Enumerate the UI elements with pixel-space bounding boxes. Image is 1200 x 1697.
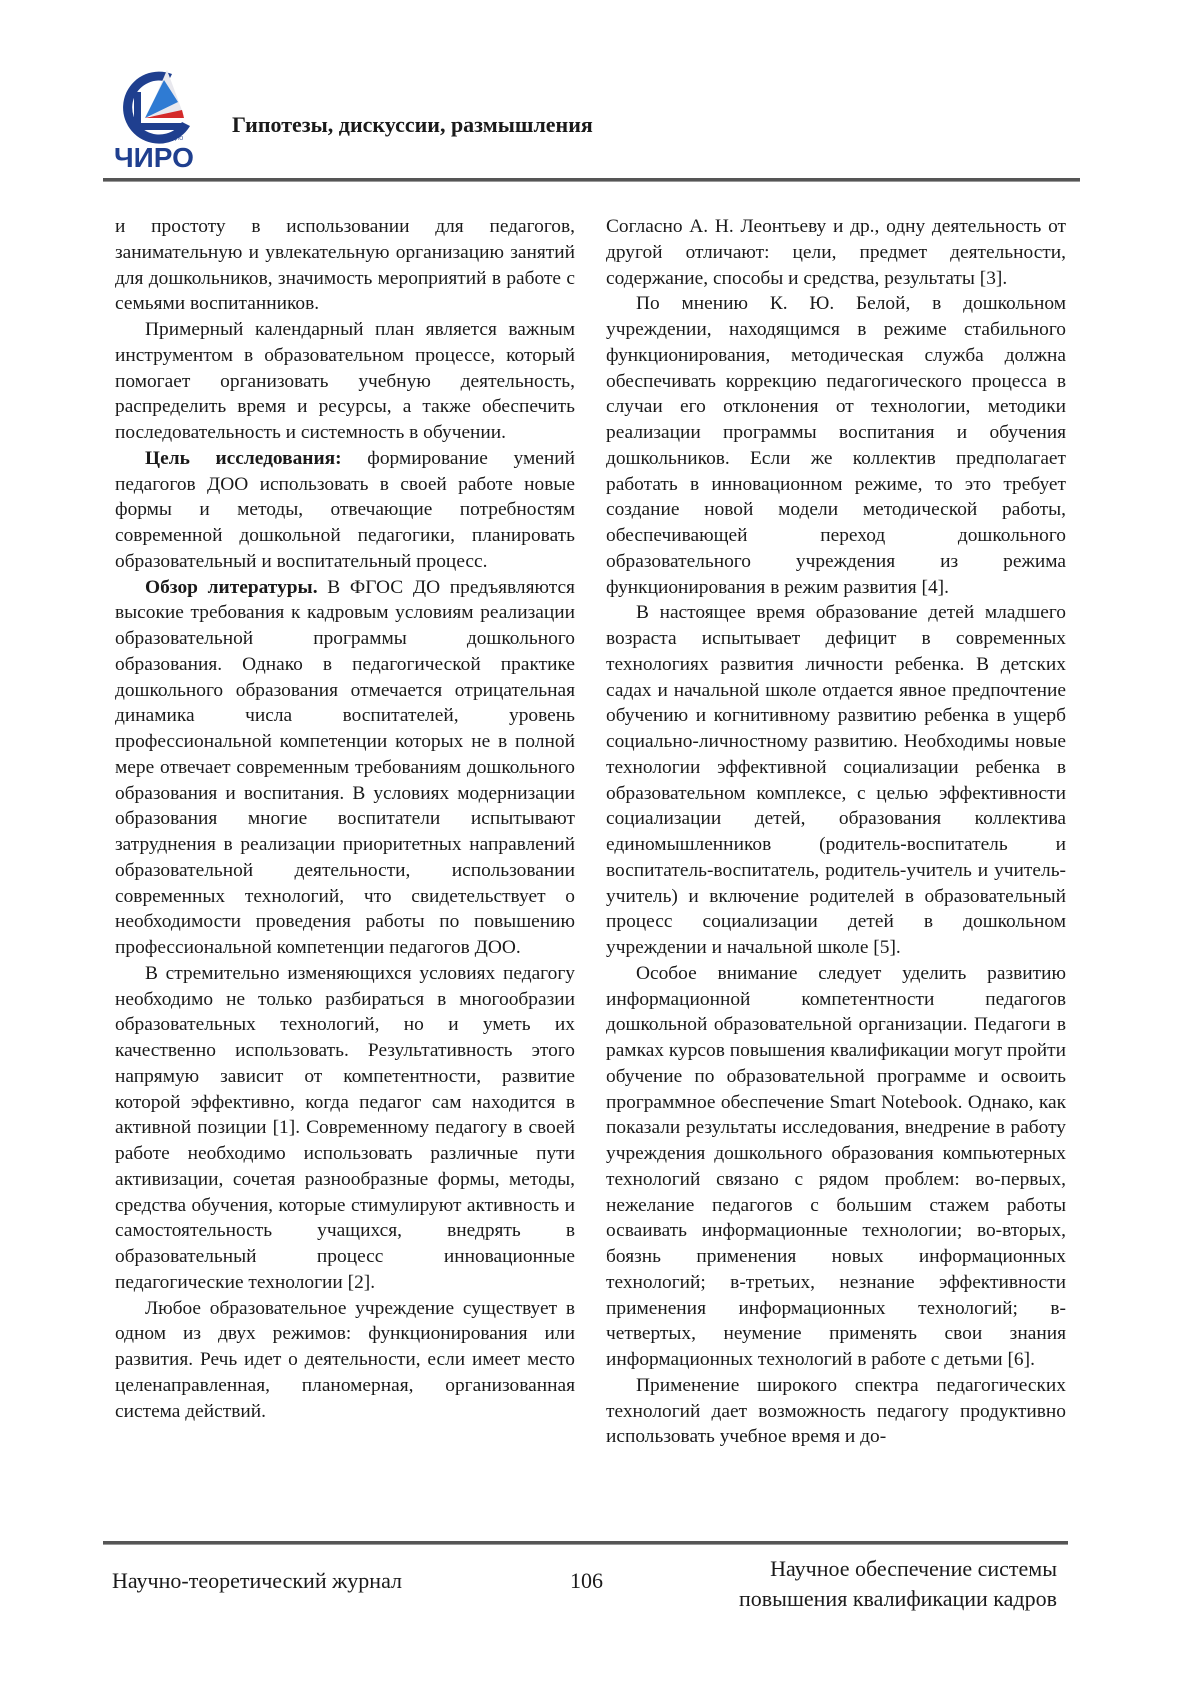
footer-divider <box>103 1541 1068 1545</box>
page-number: 106 <box>570 1568 603 1594</box>
right-column <box>606 214 1066 1450</box>
paragraph: По мнению К. Ю. Белой, в дошкольном учреждении, находящимся в режиме стабильного функционирования, методическая служба должна обеспечивать коррекцию педагогического процесса в случаи его отклонения от технологии, методики реализации программы воспитания и обучения дошкольников. Если же коллектив предполагает работать в инновационном режиме, то это требует создание новой модели методической работы, обеспечивающей переход дошкольного образовательного учреждения из режима функционирования в режим развития [4]. <box>606 291 1066 600</box>
paragraph-heading: Обзор литературы. <box>145 577 318 598</box>
paragraph: Цель исследования: формирование умений педагогов ДОО использовать в своей работе новые формы и методы, отвечающие потребностям современной дошкольной педагогики, планировать образовательный и воспитательный процесс. <box>115 446 575 575</box>
paragraph-heading: Цель исследования: <box>145 448 342 469</box>
paragraph: В стремительно изменяющихся условиях педагогу необходимо не только разбираться в многообразии образовательных технологий, но и уметь их качественно использовать. Результативность этого напрямую зависит от компетентности, развитие которой эффективно, когда педагог сам находится в активной позиции [1]. Современному педагогу в своей работе необходимо использовать различные пути активизации, сочетая разнообразные формы, методы, средства обучения, которые стимулируют активность и самостоятельность учащихся, внедрять в образовательный процесс инновационные педагогические технологии [2]. <box>115 961 575 1296</box>
paragraph: Согласно А. Н. Леонтьеву и др., одну деятельность от другой отличают: цели, предмет деятельности, содержание, способы и средства, результаты [3]. <box>606 214 1066 291</box>
paragraph: Особое внимание следует уделить развитию информационной компетентности педагогов дошкольной образовательной организации. Педагоги в рамках курсов повышения квалификации могут пройти обучение по образовательной программе и освоить программное обеспечение Smart Notebook. Однако, как показали результаты исследования, внедрение в работу учреждения дошкольного образования компьютерных технологий связано с рядом проблем: во-первых, нежелание педагогов с большим стажем работы осваивать информационные технологии; во-вторых, боязнь применения новых информационных технологий; в-третьих, незнание эффективности применения информационных технологий; в-четвертых, неумение применять свои знания информационных технологий в работе с детьми [6]. <box>606 961 1066 1373</box>
paragraph: Любое образовательное учреждение существует в одном из двух режимов: функционирования или развития. Речь идет о деятельности, если имеет место целенаправленная, планомерная, организованная система действий. <box>115 1296 575 1425</box>
section-title: Гипотезы, дискуссии, размышления <box>232 112 593 138</box>
paragraph: В настоящее время образование детей младшего возраста испытывает дефицит в современных технологиях развития личности ребенка. В детских садах и начальной школе отдается явное предпочтение обучению и когнитивному развитию ребенка в ущерб социально-личностному развитию. Необходимы новые технологии эффективной социализации ребенка в образовательном комплексе, с целью эффективности социализации детей, образования коллектива единомышленников (родитель-воспитатель и воспитатель-воспитатель, родитель-учитель и учитель-учитель) и включение родителей в образовательный процесс социализации детей в дошкольном учреждении и начальной школе [5]. <box>606 600 1066 961</box>
paragraph: Применение широкого спектра педагогических технологий дает возможность педагогу продуктивно использовать учебное время и до- <box>606 1373 1066 1450</box>
footer-journal: Научно-теоретический журнал <box>112 1568 402 1594</box>
footer-subtitle-line1: Научное обеспечение системы <box>739 1554 1057 1584</box>
paragraph: Обзор литературы. В ФГОС ДО предъявляются высокие требования к кадровым условиям реализации образовательной программы дошкольного образования. Однако в педагогической практике дошкольного образования отмечается отрицательная динамика числа воспитателей, уровень профессиональной компетенции которых не в полной мере отвечает современным требованиям дошкольного образования и воспитания. В условиях модернизации образования многие воспитатели испытывают затруднения в реализации приоритетных направлений образовательной деятельности, использовании современных технологий, что свидетельствует о необходимости проведения работы по повышению профессиональной компетенции педагогов ДОО. <box>115 575 575 961</box>
header-divider <box>103 178 1080 182</box>
logo-text: ЧИРО <box>114 142 194 174</box>
paragraph: Примерный календарный план является важным инструментом в образовательном процессе, который помогает организовать учебную деятельность, распределить время и ресурсы, а также обеспечить последовательность и системность в обучении. <box>115 317 575 446</box>
footer-subtitle-line2: повышения квалификации кадров <box>739 1584 1057 1614</box>
logo-small-text: ГБУ ДПО <box>162 136 183 142</box>
left-column <box>115 214 575 1424</box>
footer-subtitle <box>739 1554 1057 1614</box>
paragraph: и простоту в использовании для педагогов, занимательную и увлекательную организацию занятий для дошкольников, значимость мероприятий в работе с семьями воспитанников. <box>115 214 575 317</box>
